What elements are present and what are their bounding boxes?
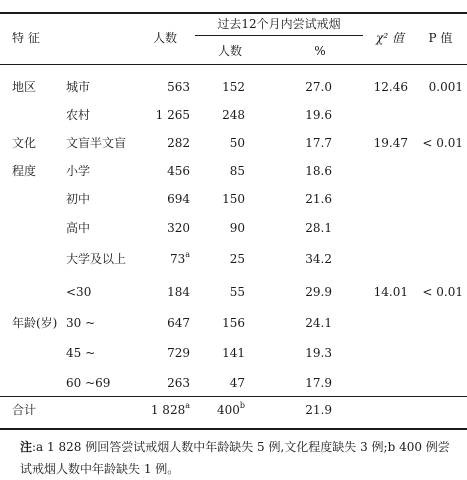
cell-p-text: < 0.01 [422,136,463,150]
cell-pct-text: 28.1 [305,221,332,235]
cell-k [195,316,245,330]
cell-n-text: 729 [167,346,190,360]
cell-pct-text: 17.9 [305,376,332,390]
cell-chi [360,80,408,94]
cell-pct-text: 21.9 [305,403,332,417]
total-rule [0,396,467,397]
cell-pct-text: 27.0 [305,80,332,94]
cell-pct [282,285,332,299]
cell-cat [12,403,72,417]
header-rule [0,64,467,65]
cell-n-text: 563 [167,80,190,94]
cell-n [135,164,190,178]
cell-pct [282,403,332,417]
cell-pct [282,346,332,360]
cell-sub-text: 60 ~69 [66,376,111,390]
cell-cat-text: 合计 [12,403,37,417]
cell-pct [282,108,332,122]
cell-n-text: 647 [167,316,190,330]
cell-chi [360,136,408,150]
cell-k-text: 55 [229,285,245,299]
cell-k [195,403,245,417]
cell-k-text: 400 [216,403,240,417]
cell-n-text: 320 [167,221,190,235]
cell-sub-text: 大学及以上 [66,252,127,266]
cell-pct-text: 21.6 [305,192,332,206]
cell-pct-text: 19.6 [305,108,332,122]
cell-n [135,80,190,94]
cell-k [195,252,245,266]
cell-n [135,346,190,360]
cell-chi-text: 12.46 [373,80,408,94]
cell-pct [282,164,332,178]
cell-k-text: 150 [222,192,245,206]
cell-n [135,136,190,150]
cell-sub-text: 小学 [66,164,91,178]
header-group: 过去12个月内尝试戒烟 [217,17,341,31]
cell-pct-text: 34.2 [305,252,332,266]
cell-n-text: 73 [169,252,186,266]
cell-sub-text: 高中 [66,221,91,235]
cell-sub [66,136,136,150]
cell-n [135,108,190,122]
cell-sub-text: <30 [66,285,92,299]
cell-k [195,376,245,390]
table-note [20,436,460,480]
cell-sub-text: 农村 [66,108,91,122]
header-count: 人数 [152,31,177,45]
cell-cat-text: 文化 [12,136,37,150]
header-feature: 特 征 [12,31,40,45]
cell-sub-text: 45 ~ [66,346,96,360]
note-label: 注 [20,440,33,454]
cell-cat [12,136,72,150]
cell-chi-text: 19.47 [373,136,408,150]
cell-n-text: 456 [167,164,190,178]
cell-sub [66,164,136,178]
cell-sub [66,108,136,122]
cell-k [195,80,245,94]
cell-n-text: 184 [167,285,190,299]
cell-p-text: < 0.01 [422,285,463,299]
cell-k [195,192,245,206]
cell-n [135,376,190,390]
cell-k [195,108,245,122]
cell-pct [282,252,332,266]
cell-n [135,192,190,206]
header-sub-pct: % [314,44,326,58]
cell-k-text: 25 [229,252,245,266]
cell-cat-text: 地区 [12,80,37,94]
top-rule [0,12,467,14]
cell-k-text: 248 [222,108,245,122]
cell-n [135,252,190,266]
cell-n-text: 282 [167,136,190,150]
cell-p-text: 0.001 [428,80,463,94]
cell-pct-text: 19.3 [305,346,332,360]
cell-k-text: 50 [229,136,245,150]
cell-pct-text: 18.6 [305,164,332,178]
cell-p [415,136,463,150]
cell-pct-text: 29.9 [305,285,332,299]
header-p: P 值 [428,31,453,45]
cell-sub [66,221,136,235]
cell-pct [282,192,332,206]
cell-sub [66,316,136,330]
cell-sub-text: 初中 [66,192,91,206]
cell-sub [66,376,136,390]
cell-n [135,316,190,330]
cell-k-text: 152 [222,80,245,94]
cell-n [135,285,190,299]
cell-pct [282,376,332,390]
cell-sub [66,80,136,94]
cell-pct-text: 17.7 [305,136,332,150]
cell-p [415,285,463,299]
cell-pct [282,80,332,94]
cell-k-text: 85 [229,164,245,178]
cell-n-text: 263 [167,376,190,390]
bottom-rule [0,428,467,430]
cell-n-text: 1 828 [150,403,186,417]
cell-pct [282,136,332,150]
cell-chi [360,285,408,299]
cell-n-text: 1 265 [155,108,190,122]
cell-sub-text: 文盲半文盲 [66,136,127,150]
cell-cat [12,164,72,178]
cell-k [195,285,245,299]
cell-sub-text: 30 ~ [66,316,96,330]
cell-k-text: 90 [229,221,245,235]
cell-sub [66,192,136,206]
cell-cat-text: 年龄(岁) [12,316,58,330]
cell-k-footnote-mark: b [239,401,245,410]
cell-n-footnote-mark: a [185,250,190,259]
group-rule [195,35,363,36]
cell-k [195,221,245,235]
cell-n [135,221,190,235]
cell-sub [66,346,136,360]
cell-sub [66,252,136,266]
cell-pct [282,316,332,330]
cell-pct-text: 24.1 [305,316,332,330]
cell-n [135,403,190,417]
cell-k [195,164,245,178]
cell-k-text: 141 [222,346,245,360]
header-chi: χ² 值 [376,31,404,45]
note-text: :a 1 828 例回答尝试戒烟人数中年龄缺失 5 例,文化程度缺失 3 例;b 400 例尝试戒烟人数中年龄缺失 1 例。 [20,440,450,476]
cell-sub-text: 城市 [66,80,91,94]
cell-k-text: 156 [222,316,245,330]
cell-cat [12,316,72,330]
cell-cat [12,80,72,94]
cell-cat-text: 程度 [12,164,37,178]
cell-sub [66,285,136,299]
header-sub-count: 人数 [217,44,242,58]
cell-k-text: 47 [229,376,245,390]
cell-n-footnote-mark: a [185,401,190,410]
cell-chi-text: 14.01 [373,285,408,299]
cell-p [415,80,463,94]
cell-k [195,346,245,360]
cell-pct [282,221,332,235]
cell-k [195,136,245,150]
cell-n-text: 694 [167,192,190,206]
